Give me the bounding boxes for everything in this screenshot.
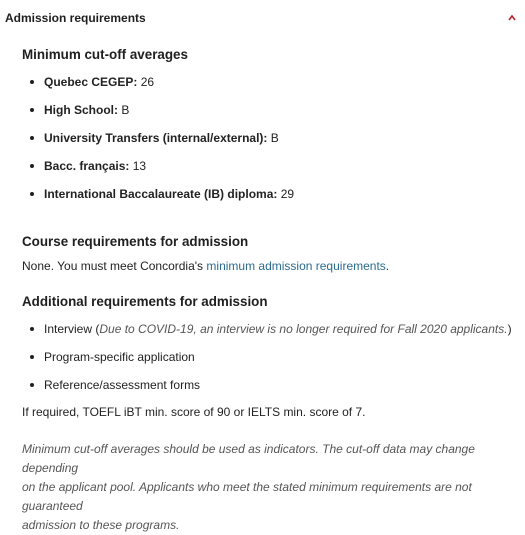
cutoff-item-ib-diploma <box>22 186 294 214</box>
item-text: Program-specific application <box>44 350 195 364</box>
course-requirements-text <box>22 258 389 274</box>
cutoff-label: Bacc. français: <box>44 159 130 173</box>
cutoff-label: International Baccalaureate (IB) diploma: <box>44 187 278 201</box>
cutoff-item-bacc-francais <box>22 158 294 186</box>
item-text: Interview ( <box>44 322 100 336</box>
cutoff-heading: Minimum cut-off averages <box>22 47 188 62</box>
chevron-up-icon[interactable] <box>508 14 516 22</box>
cutoff-value: 13 <box>129 159 147 173</box>
additional-item-interview <box>22 321 512 349</box>
cutoff-value: 29 <box>277 187 295 201</box>
cutoff-label: High School: <box>44 103 118 117</box>
cutoff-item-high-school <box>22 102 294 130</box>
item-text: Reference/assessment forms <box>44 378 201 392</box>
additional-item-program-application <box>22 349 512 377</box>
additional-item-reference-forms <box>22 377 512 405</box>
cutoff-value: 26 <box>137 75 155 89</box>
cutoff-value: B <box>267 131 279 145</box>
item-italic-note: Due to COVID-19, an interview is no longer required for Fall 2020 applicants. <box>99 322 508 336</box>
additional-requirements-list <box>22 321 512 405</box>
cutoff-value: B <box>118 103 130 117</box>
cutoff-label: Quebec CEGEP: <box>44 75 138 89</box>
cutoff-item-university-transfers <box>22 130 294 158</box>
cutoff-list <box>22 74 294 214</box>
cutoff-label: University Transfers (internal/external): <box>44 131 268 145</box>
admission-requirements-header[interactable] <box>0 0 525 34</box>
cutoff-disclaimer <box>22 440 516 535</box>
course-text-before: None. You must meet Concordia's <box>22 259 207 273</box>
cutoff-item-quebec-cegep <box>22 74 294 102</box>
course-requirements-heading: Course requirements for admission <box>22 234 249 249</box>
toefl-requirement-text: If required, TOEFL iBT min. score of 90 or IELTS min. score of 7. <box>22 405 366 419</box>
panel-title: Admission requirements <box>5 11 146 25</box>
disclaimer-line-2: on the applicant pool. Applicants who meet the stated minimum requirements are not guaranteed <box>22 480 472 513</box>
disclaimer-line-3: admission to these programs. <box>22 518 180 532</box>
additional-requirements-heading: Additional requirements for admission <box>22 294 268 309</box>
disclaimer-line-1: Minimum cut-off averages should be used as indicators. The cut-off data may change depending <box>22 442 475 475</box>
minimum-admission-requirements-link[interactable]: minimum admission requirements <box>206 259 386 273</box>
course-text-after: . <box>385 259 390 273</box>
item-after: ) <box>507 322 512 336</box>
